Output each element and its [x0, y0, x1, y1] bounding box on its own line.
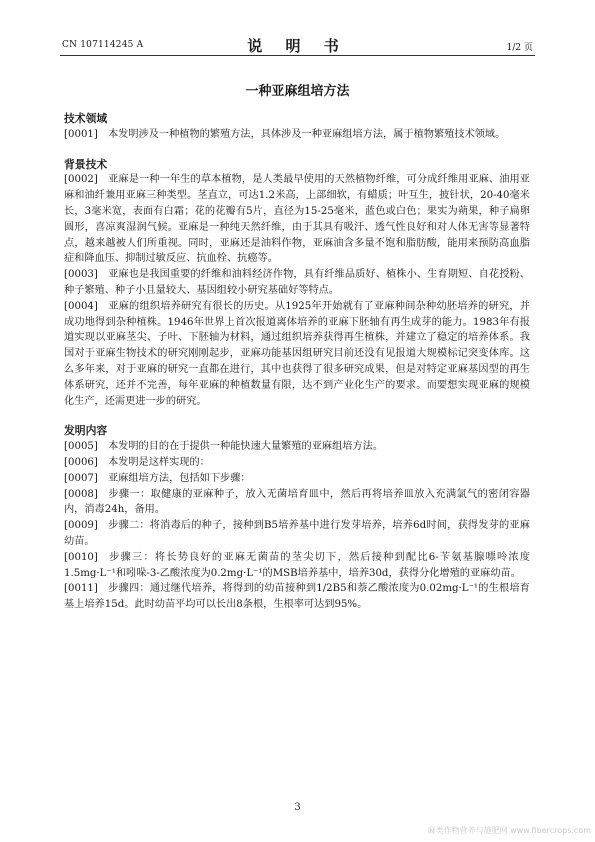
paragraph-number: [0007]	[64, 472, 98, 484]
section-heading: 技术领域	[64, 112, 108, 125]
paragraph-text: 步骤三：将长势良好的亚麻无菌苗的茎尖切下，然后接种到配比6-苄氨基腺嘌呤浓度1.5mg·L⁻¹和吲哚-3-乙酸浓度为0.2mg·L⁻¹的MSB培养基中，培养30d，获得分化增殖的亚麻幼苗。	[64, 551, 530, 579]
paragraph-number: [0011]	[64, 583, 98, 595]
paragraph-text: 亚麻组培方法，包括如下步骤：	[108, 472, 251, 484]
paragraph-number: [0002]	[64, 174, 98, 186]
paragraph-number: [0009]	[64, 520, 98, 532]
page-number: 3	[294, 802, 301, 813]
paragraph	[64, 455, 530, 471]
paragraph-text: 本发明的目的在于提供一种能快速大量繁殖的亚麻组培方法。	[108, 441, 384, 453]
paragraph	[64, 439, 530, 455]
paragraph-text: 亚麻的组织培养研究有很长的历史。从1925年开始就有了亚麻种间杂种幼胚培养的研究，并成功地得到杂种植株。1946年世界上首次报道离体培养的亚麻下胚轴有再生成芽的能力。1983年有报道实现以亚麻茎尖、子叶、下胚轴为材料，通过组织培养获得再生植株，并建立了稳定的培养体系。我国对于亚麻生物技术的研究刚刚起步，亚麻功能基因组研究目前还没有见报道大规模标记突变体库。这么多年来，对于亚麻的研究一直都在进行，其中也获得了很多研究成果，但是对特定亚麻基因型的再生体系研究，还并不完善，每年亚麻的种植数量有限，达不到产业化生产的要求。而要想实现亚麻的规模化生产，还需更进一步的研究。	[64, 300, 530, 407]
paragraph-text: 步骤一：取健康的亚麻种子，放入无菌培育皿中，然后再将培养皿放入充满氯气的密闭容器内，消毒24h，备用。	[64, 488, 530, 516]
paragraph-number: [0004]	[64, 300, 98, 312]
paragraph	[64, 550, 530, 582]
paragraph-text: 步骤二：将消毒后的种子，接种到B5培养基中进行发芽培养，培养6d时间，获得发芽的亚麻幼苗。	[64, 520, 530, 547]
paragraph	[64, 518, 530, 550]
paragraph	[64, 127, 530, 143]
header-title: 说 明 书	[247, 37, 348, 55]
document-title: 一种亚麻组培方法	[245, 84, 350, 99]
paragraph-number: [0006]	[64, 456, 98, 468]
document-body	[64, 111, 530, 613]
paragraph-text: 本发明是这样实现的：	[108, 456, 210, 468]
paragraph	[64, 299, 530, 410]
paragraph-number: [0010]	[64, 551, 98, 563]
paragraph-number: [0008]	[64, 488, 98, 500]
paragraph-text: 步骤四：通过继代培养，将得到的幼苗接种到1/2B5和萘乙酸浓度为0.02mg·L⁻¹的生根培育基上培养15d。此时幼苗平均可以长出8条根，生根率可达到95%。	[64, 583, 530, 611]
section-heading: 背景技术	[64, 157, 108, 171]
paragraph	[64, 267, 530, 299]
doc-number: CN 107114245 A	[62, 40, 144, 50]
paragraph-number: [0003]	[64, 269, 98, 281]
page-ratio: 1/2 页	[506, 43, 533, 53]
paragraph-text: 亚麻是一种一年生的草本植物，是人类最早使用的天然植物纤维，可分成纤维用亚麻、油用亚麻和油纤兼用亚麻三种类型。茎直立，可达1.2米高，上部细软，有蜡质；叶互生，披针状，20-40毫米长，3毫米宽，表面有白霜；花的花瓣有5片，直径为15-25毫米，蓝色或白色；果实为蒴果，种子扁卵圆形，喜凉爽湿润气候。亚麻是一种纯天然纤维，由于其具有吸汗、透气性良好和对人体无害等显著特点，越来越被人们所重视。同时，亚麻还是油料作物，亚麻油含多量不饱和脂肪酸，能用来预防高血脂症和降血压、抑制过敏反应、抗血栓、抗癌等。	[64, 174, 530, 265]
paragraph-number: [0001]	[64, 128, 98, 140]
paragraph	[64, 487, 530, 519]
header-divider	[60, 55, 535, 56]
paragraph-number: [0005]	[64, 441, 98, 453]
paragraph	[64, 471, 530, 487]
paragraph-text: 亚麻也是我国重要的纤维和油料经济作物，具有纤维品质好、植株小、生育期短、自花授粉、种子繁殖、种子小且量较大、基因组较小研究基础好等特点。	[64, 269, 530, 296]
section-heading: 发明内容	[64, 424, 108, 438]
paragraph	[64, 172, 530, 267]
paragraph	[64, 581, 530, 613]
paragraph-text: 本发明涉及一种植物的繁殖方法，具体涉及一种亚麻组培方法，属于植物繁殖技术领域。	[108, 128, 506, 140]
watermark: 麻类作物营养与施肥网 www.fibercrops.com	[427, 826, 591, 835]
